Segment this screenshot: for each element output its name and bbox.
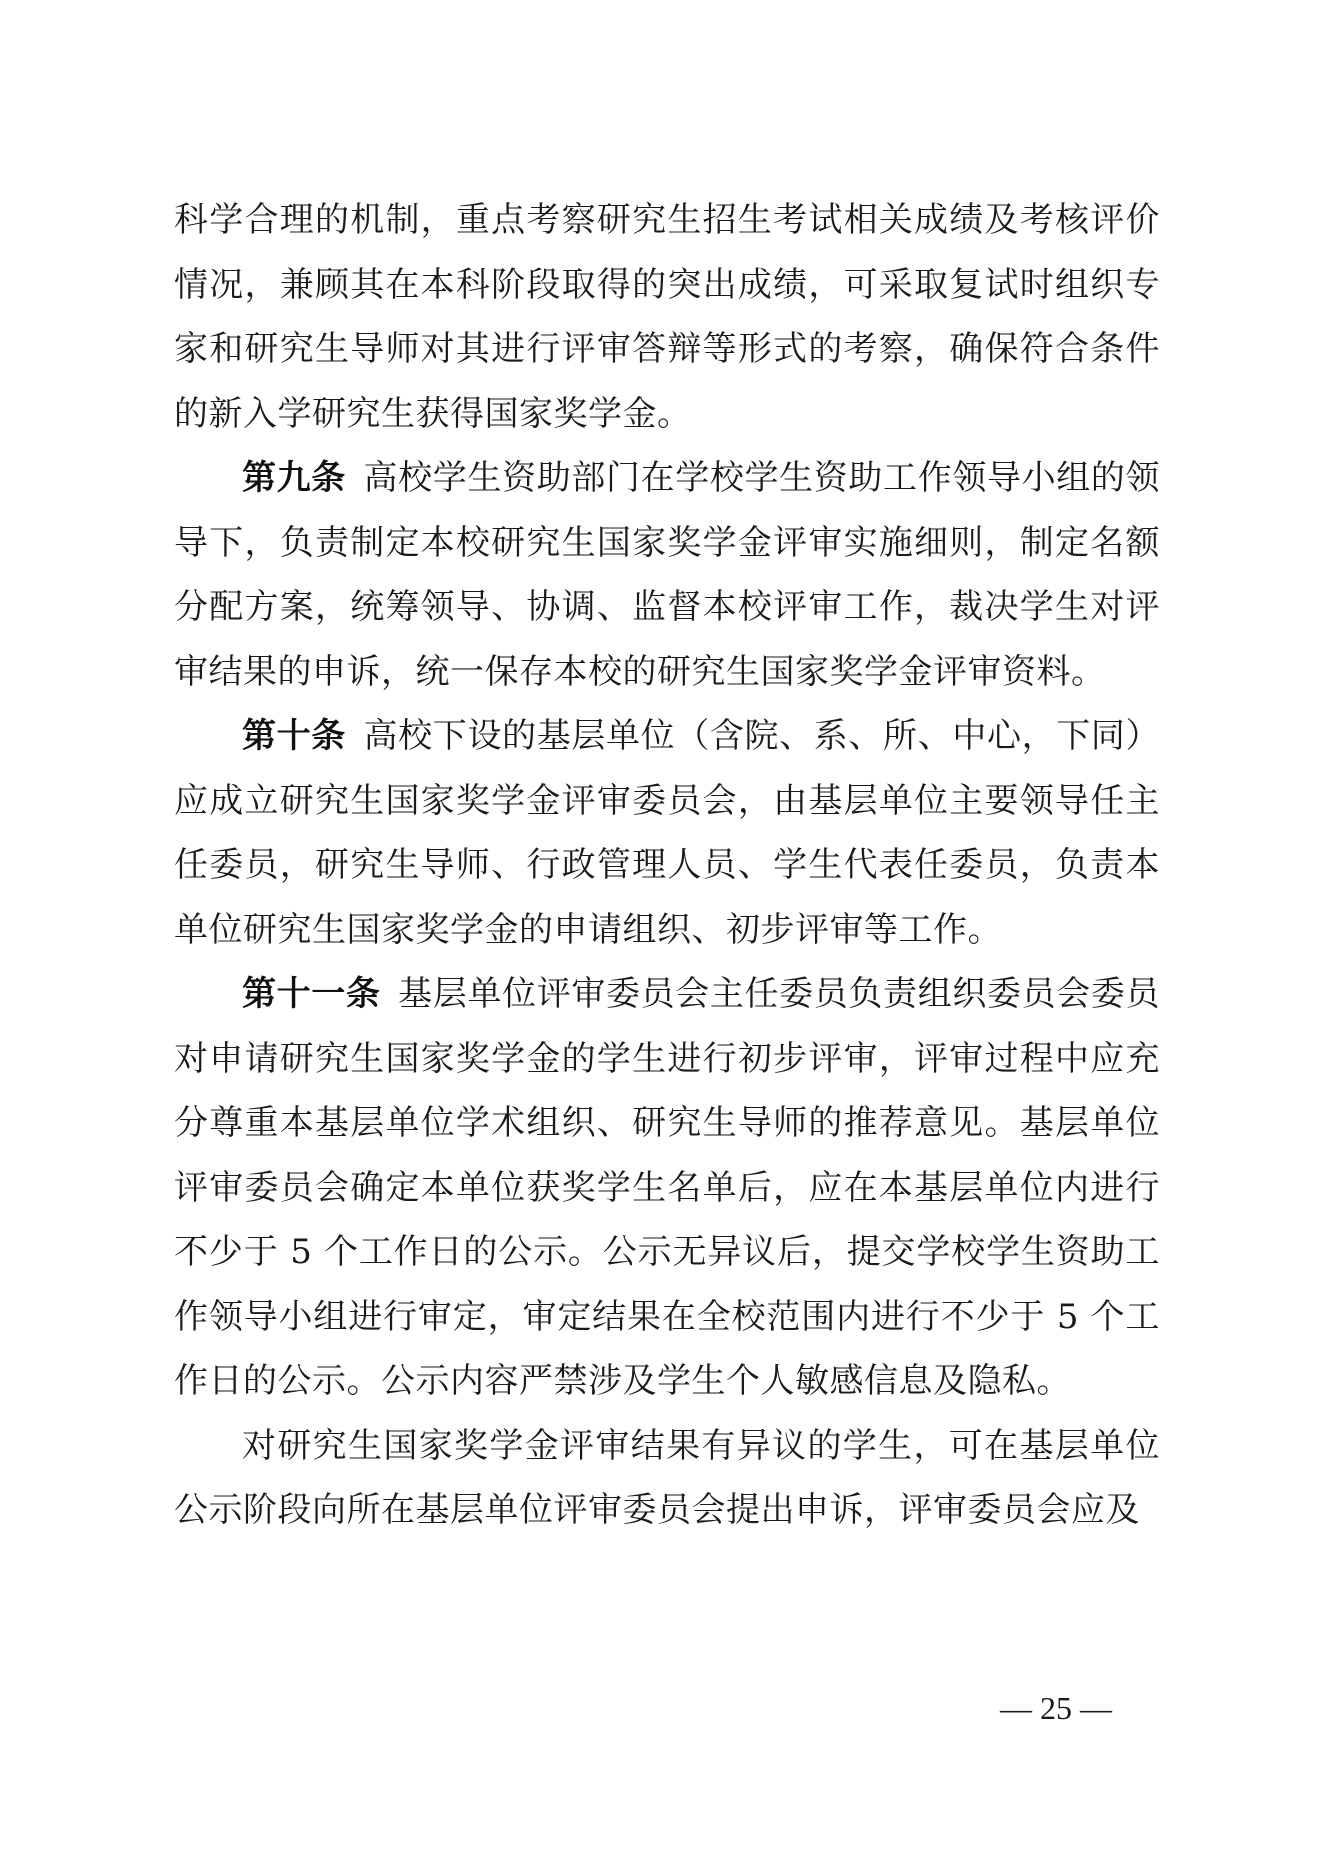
appeal-paragraph: [174, 1414, 1160, 1543]
paragraph-text: 高校学生资助部门在学校学生资助工作领导小组的领导下，负责制定本校研究生国家奖学金评审实施细则，制定名额分配方案，统筹领导、协调、监督本校评审工作，裁决学生对评审结果的申诉，统一保存本校的研究生国家奖学金评审资料。: [174, 458, 1161, 692]
page-number: — 25 —: [1000, 1690, 1112, 1726]
document-body: [174, 188, 1160, 1543]
article-heading: 第十条: [242, 716, 346, 756]
article-heading: 第九条: [242, 458, 346, 498]
paragraph-text: 高校下设的基层单位（含院、系、所、中心，下同）应成立研究生国家奖学金评审委员会，由基层单位主要领导任主任委员，研究生导师、行政管理人员、学生代表任委员，负责本单位研究生国家奖学金的申请组织、初步评审等工作。: [174, 716, 1161, 950]
article-9: [174, 446, 1160, 704]
article-11: [174, 962, 1160, 1414]
paragraph-continuation: [174, 188, 1160, 446]
paragraph-text: 对研究生国家奖学金评审结果有异议的学生，可在基层单位公示阶段向所在基层单位评审委员会提出申诉，评审委员会应及: [174, 1425, 1160, 1530]
article-heading: 第十一条: [242, 974, 381, 1014]
paragraph-text: 基层单位评审委员会主任委员负责组织委员会委员对申请研究生国家奖学金的学生进行初步评审，评审过程中应充分尊重本基层单位学术组织、研究生导师的推荐意见。基层单位评审委员会确定本单位获奖学生名单后，应在本基层单位内进行不少于 5 个工作日的公示。公示无异议后，提交学校学生资助工作领导小组进行审定，审定结果在全校范围内进行不少于 5 个工作日的公示。公示内容严禁涉及学生个人敏感信息及隐私。: [174, 974, 1161, 1401]
article-10: [174, 704, 1160, 962]
paragraph-text: 科学合理的机制，重点考察研究生招生考试相关成绩及考核评价情况，兼顾其在本科阶段取得的突出成绩，可采取复试时组织专家和研究生导师对其进行评审答辩等形式的考察，确保符合条件的新入学研究生获得国家奖学金。: [174, 200, 1160, 434]
